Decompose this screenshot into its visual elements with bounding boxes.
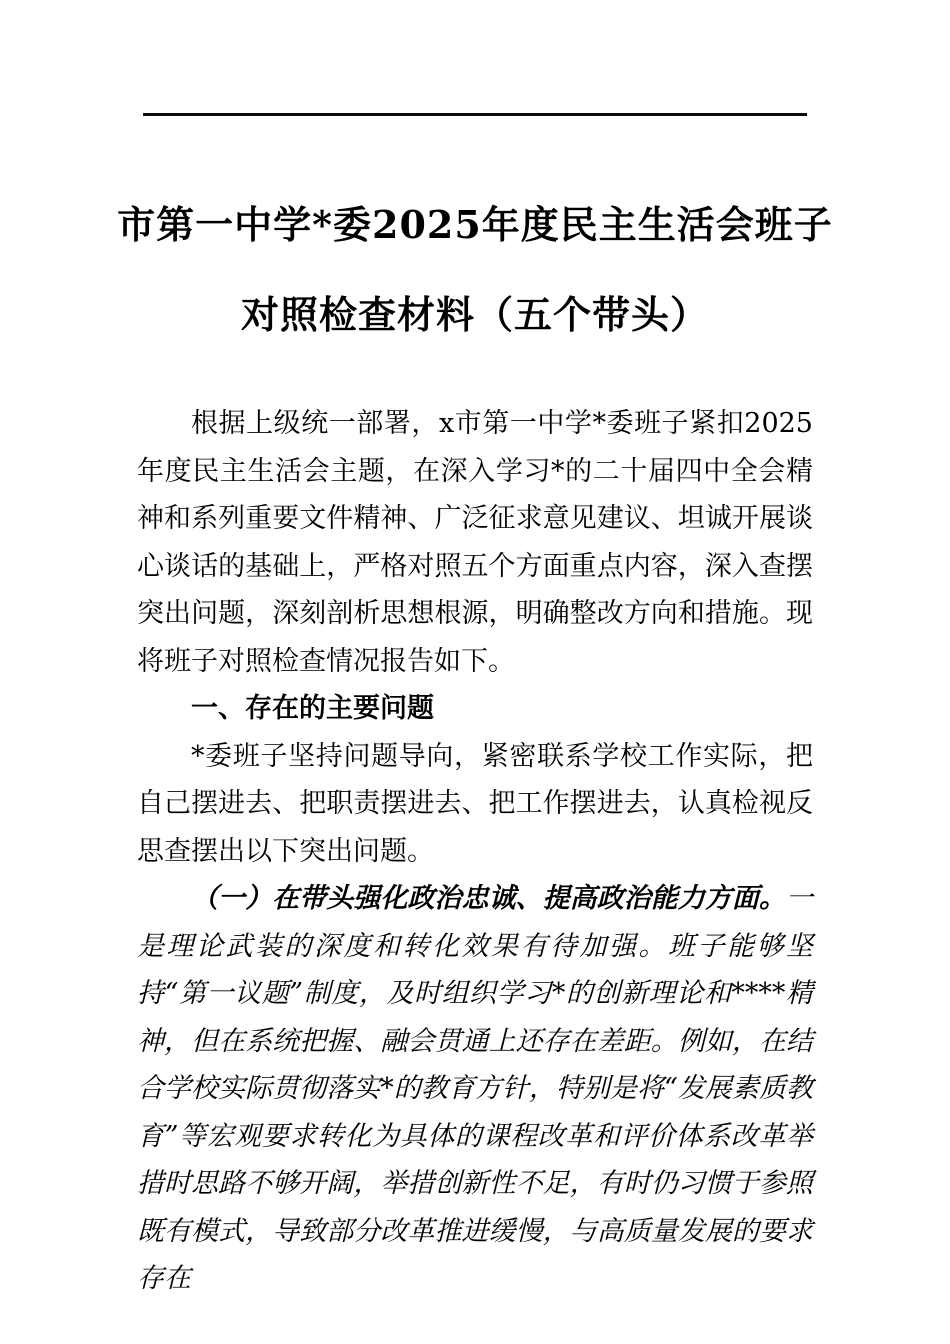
document-body [137,400,813,1303]
header-divider-line [143,113,807,116]
document-title-line-1: 市第一中学*委2025年度民主生活会班子 [117,202,833,247]
item-1-lead-sentence: （一）在带头强化政治忠诚、提高政治能力方面。 [191,883,786,914]
item-1-paragraph [137,875,813,1303]
intro-paragraph: 根据上级统一部署，x市第一中学*委班子紧扣2025年度民主生活会主题，在深入学习*的二十届四中全会精神和系列重要文件精神、广泛征求意见建议、坦诚开展谈心谈话的基础上，严格对照五个方面重点内容，深入查摆突出问题，深刻剖析思想根源，明确整改方向和措施。现将班子对照检查情况报告如下。 [137,408,813,677]
item-1-body-text: 一是理论武装的深度和转化效果有待加强。班子能够坚持“第一议题”制度，及时组织学习*的创新理论和****精神，但在系统把握、融会贯通上还存在差距。例如，在结合学校实际贯彻落实*的教育方针，特别是将“发展素质教育”等宏观要求转化为具体的课程改革和评价体系改革举措时思路不够开阔，举措创新性不足，有时仍习惯于参照既有模式，导致部分改革推进缓慢，与高质量发展的要求存在 [137,883,813,1294]
document-title-line-2: 对照检查材料（五个带头） [240,292,709,337]
section-1-intro-paragraph: *委班子坚持问题导向，紧密联系学校工作实际，把自己摆进去、把职责摆进去、把工作摆进去，认真检视反思查摆出以下突出问题。 [137,740,813,867]
section-1-heading: 一、存在的主要问题 [191,693,434,724]
document-title [60,180,890,360]
